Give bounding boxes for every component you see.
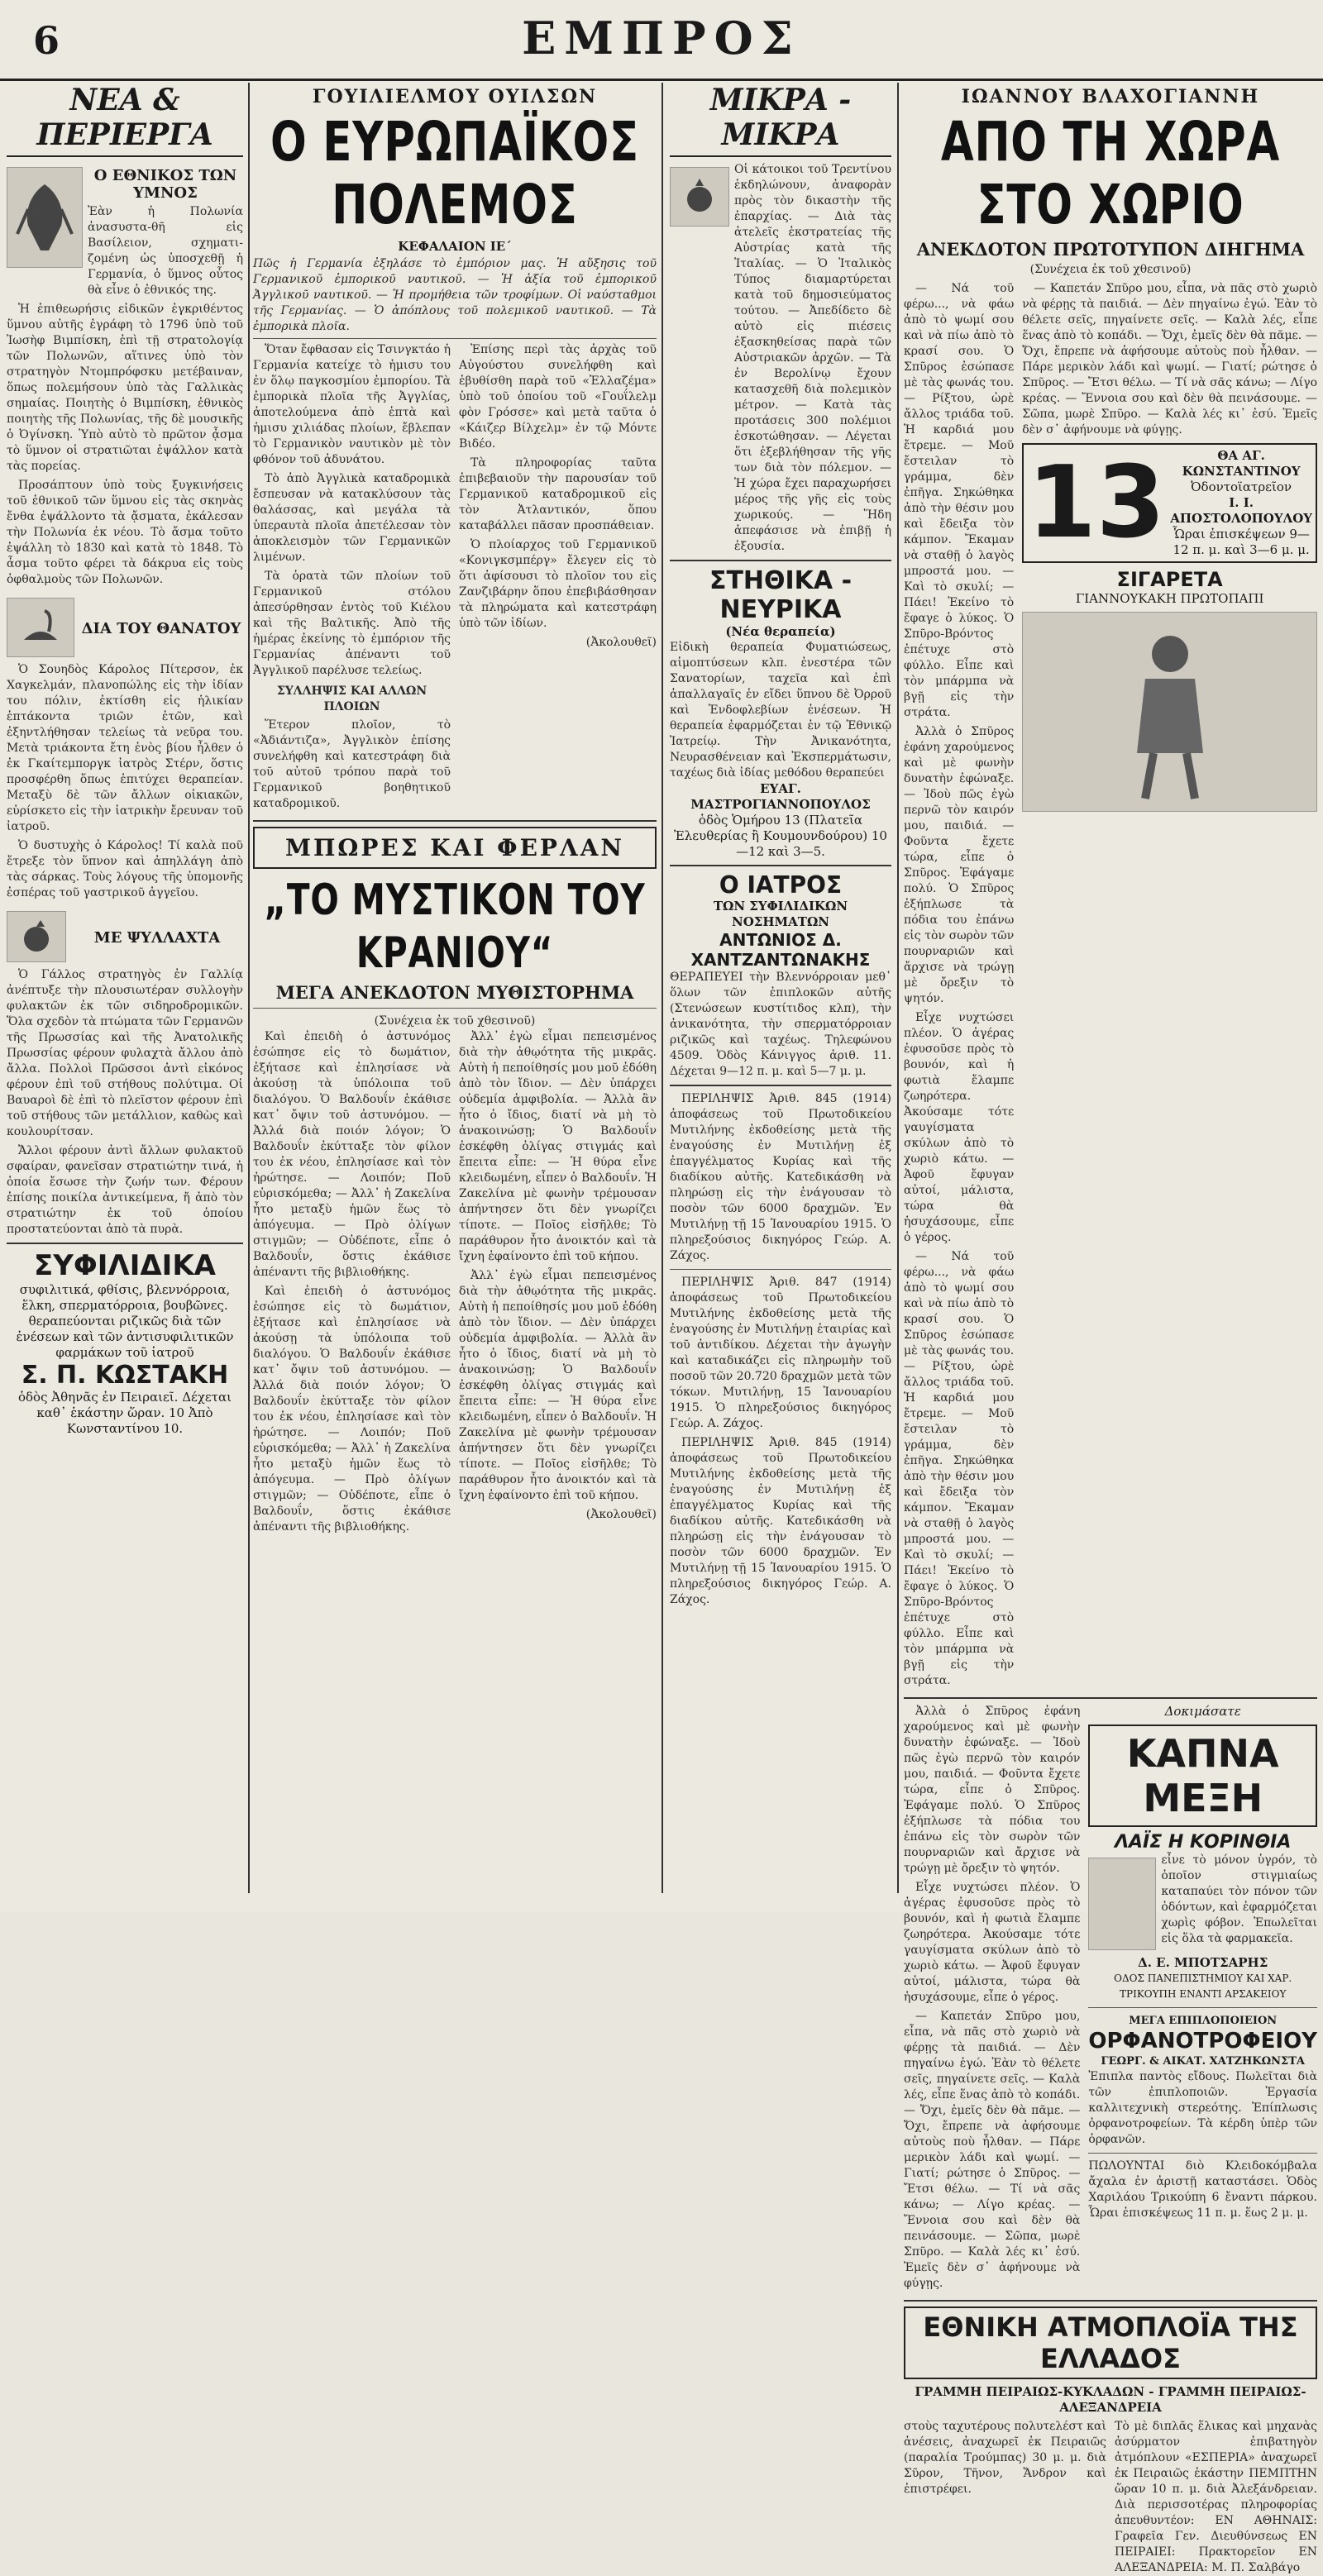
ad-body: ΠΩΛΟΥΝΤΑΙ διὸ Κλειδοκόμβαλα ἄχαλα ἐν ἀριστῇ καταστάσει. Ὁδὸς Χαριλάου Τρικούπη 6 ἔναντι πάρκου. Ὧραι ἐπισκέψεως 11 π. μ. ἕως 2 μ. μ.: [1088, 2159, 1317, 2220]
item-body: Ὁ Γάλλος στρατηγὸς ἐν Γαλλίᾳ ἀνέπτυξε τὴν πλουσιωτέραν συλλογὴν φυλακτῶν ἐκ τῶν σιδηροδρομικῶν. Ὅλα σχεδὸν τὰ πτώματα τῶν Γερμανῶν τῆς Πρωσσίας καὶ τῆς Ἀνατολικῆς Πρωσσίας φέρουν φυλαχτὰ ἄλλου ἀπὸ ἄλλα. Πολλοὶ Πρῶσσοι ἀντὶ εἰκόνος φέρουν ἐπὶ τοῦ στήθους πολύτιμα. Οἱ Βαυαροὶ δὲ ἐπὶ τὸ πλεῖστον φέρουν ἐπὶ τοῦ στήθους τῶν μετάλλιον, καθὼς καὶ κουλουρίτσαν.: [7, 968, 243, 1138]
story-continuation: (Συνέχεια ἐκ τοῦ χθεσινοῦ): [1029, 263, 1192, 276]
ad-address: ὁδὸς Ὁμήρου 13 (Πλατεῖα Ἐλευθερίας ἢ Κουμουνδούρου) 10—12 καὶ 3—5.: [674, 813, 887, 859]
eagle-icon: [16, 176, 74, 259]
section-title-mikra: ΜΙΚΡΑ - ΜΙΚΡΑ: [670, 83, 891, 157]
novel-subtitle: ΜΕΓΑ ΑΝΕΚΔΟΤΟΝ ΜΥΘΙΣΤΟΡΗΜΑ: [275, 982, 634, 1003]
ad-body: εἶνε τὸ μόνον ὑγρόν, τὸ ὁποῖον στιγμιαίως καταπαύει τὸν πόνον τῶν ὀδόντων, καὶ ἐφαρμόζεται χωρὶς φόβον. Ἐπωλεῖται εἰς ὅλα τὰ φαρμακεῖα.: [1161, 1853, 1317, 1945]
dentist-ad: [1022, 443, 1317, 563]
ad-body: Ἐπιπλα παντὸς εἴδους. Πωλεῖται διὰ τῶν ἐπιπλοποιῶν. Ἐργασία καλλιτεχνικὴ στερεότης. Ἐπίπλωσις ὀρφανοτροφείων. Τὰ κέρδη ὑπὲρ τῶν ὀρφανῶν.: [1088, 2070, 1317, 2146]
article-paragraph: Τὰ ὁρατὰ τῶν πλοίων τοῦ Γερμανικοῦ στόλου ἀπεσύρθησαν ἐντὸς τοῦ Κιέλου καὶ τῆς Βαλτικῆς. Ἀπὸ τῆς ἡμέρας ἐκείνης τὸ ἐμπόριον τῆς Γερμανίας ἀπέναντι τοῦ Ἀγγλικοῦ παρέλυσε τελείως.: [253, 570, 451, 677]
swan-illustration: [7, 598, 74, 657]
column-news: [7, 83, 243, 1901]
shipping-routes: ΓΡΑΜΜΗ ΠΕΙΡΑΙΩΣ-ΚΥΚΛΑΔΩΝ - ΓΡΑΜΜΗ ΠΕΙΡΑΙΩΣ-ΑΛΕΞΑΝΔΡΕΙΑ: [915, 2384, 1306, 2415]
ad-title: ΣΥΦΙΛΙΔΙΚΑ: [34, 1249, 216, 1282]
item-body: Ἡ ἐπιθεωρήσις εἰδικῶν ἐγκριθέντος ὕμνου αὐτῆς ἐγράφη τὸ 1796 ὑπὸ τοῦ Ἰωσὴφ Βιμπίσκη, ἐπὶ τῇ στρατολογίᾳ τῶν Πολωνῶν, αἵτινες ὑπὸ τὸν στρατηγὸν Ντομπρόφσκυ μετέβαιναν, ὅπως πολεμήσουν ὑπὸ τὰς Γαλλικὰς σημαίας. Ποιητὴς ὁ Βιμπίσκη, ἐθνικὸς ποιητὴς τῆς Πολωνίας, τῆς δὲ μουσικῆς ὁ Ὀγίνσκη. Ὑπὸ αὐτὸ τὸ πρῶτον ᾆσμα τὸ ὕμνον οἱ στρατιῶται ἐψάλλον κατὰ τὰς πορείας.: [7, 303, 243, 473]
story-text: — Νά τοῦ φέρω..., νὰ φάω ἀπὸ τὸ ψωμί σου καὶ νὰ πίω ἀπὸ τὸ κρασί σου. Ὁ Σπῦρος ἐσώπασε μὲ τὰς φωνάς του. — Ρίξτου, ὡρὲ ἄλλος τριάδα τοῦ. Ἡ καρδιά μου ἔτρεμε. — Μοῦ ἔστειλαν τὸ γράμμα, δὲν ἐπῆγα. Σηκώθηκα ἀπὸ τὴν θέσιν μου καὶ ἔδειξα τὸν κάμπον. Ἔκαμαν νὰ σταθῇ ὁ λαγὸς μπροστά μου. — Καὶ τὸ σκυλί; — Πάει! Ἐκείνο τὸ ἔφαγε ὁ λύκος. Ὁ Σπῦρο-Βρόντος ἐπέτυχε στὸ φύλλο. Εἶπε καὶ τὸν μπάρμπα νὰ βγῇ εἰς τὴν στράτα.: [904, 1250, 1015, 1687]
smoker-figure-icon: [1096, 621, 1244, 803]
story-text: Ἀλλὰ ὁ Σπῦρος ἐφάνη χαρούμενος καὶ μὲ φωνὴν δυνατὴν ἐφώναξε. — Ἰδοὺ πῶς ἐγὼ περνῶ τὸν καιρόν μου, παιδιά. — Φοῦντα ἔχετε τώρα, εἶπε ὁ Σπῦρος. Ἐφάγαμε πολύ. Ὁ Σπῦρος ἐξήπλωσε τὰ πόδια του ἐπάνω εἰς τὸν σωρὸν τῶν πουρναριῶν καὶ ἄρχισε νὰ τρώγῃ μὲ ὄρεξιν τὸ ψητόν.: [904, 1705, 1081, 1875]
swan-icon: [16, 607, 65, 648]
chapter-label: ΚΕΦΑΛΑΙΟΝ ΙΕ΄: [398, 239, 512, 254]
cigarette-illustration: [1022, 612, 1317, 812]
ad-subtitle: Ὀδοντοϊατρεῖον: [1191, 479, 1292, 494]
shipping-left: στοὺς ταχυτέρους πολυτελέστ καὶ ἀνέσεις, ἀναχωρεῖ ἐκ Πειραιῶς (παραλία Τρούμπας) 30 μ. μ. διὰ Σῦρον, Τῆνον, Ἄνδρον καὶ ἐπιστρέφει.: [904, 2420, 1106, 2496]
ad-name: Ι. Ι. ΑΠΟΣΤΟΛΟΠΟΥΛΟΥ: [1170, 495, 1312, 526]
legal-notice: ΠΕΡΙΛΗΨΙΣ Ἀριθ. 845 (1914) ἀποφάσεως τοῦ Πρωτοδικείου Μυτιλήνης ἐκδοθείσης μετὰ τῆς ἐναγούσης ἐν Μυτιλήνῃ ἐξ ἐπαγγέλματος Κυρίας καὶ τῆς διαδίκου αὐτῆς. Κατεδικάσθη νὰ πληρώσῃ εἰς τὴν ἐνάγουσαν τὸ ποσὸν τῶν 6000 δραχμῶν. Ἐν Μυτιλήνῃ τῇ 15 Ἰανουαρίου 1915. Ὁ πληρεξούσιος δικηγόρος Γεώρ. Α. Ζάχος.: [670, 1092, 891, 1262]
ad-title: ΛΑΪΣ Η ΚΟΡΙΝΘΙΑ: [1115, 1832, 1292, 1853]
ad-title: Ο ΙΑΤΡΟΣ: [719, 871, 843, 899]
rooster-illustration: [670, 167, 729, 227]
story-headline: ΑΠΟ ΤΗ ΧΩΡΑ ΣΤΟ ΧΩΡΙΟ: [940, 110, 1281, 236]
continued-note: (Ἀκολουθεῖ): [585, 636, 657, 649]
ad-subtitle: ΤΩΝ ΣΥΦΙΛΙΔΙΚΩΝ ΝΟΣΗΜΑΤΩΝ: [713, 899, 848, 929]
item-title: ΜΕ ΨΥΛΛΑΧΤΑ: [93, 929, 221, 947]
article-paragraph: Ἐπίσης περὶ τὰς ἀρχὰς τοῦ Αὐγούστου συνελήφθη καὶ ἐβυθίσθη παρὰ τοῦ «Ἐλλαζέμα» ὑπὸ τοῦ ὁποίου τοῦ «Γουΐλελμ φὸν Γρόσσε» καὶ μετὰ ταῦτα ὁ «Κάιζερ Βίλχελμ» ἐν τῷ Μόντε Βιδέο.: [459, 343, 657, 451]
ad-subtitle: (Νέα θεραπεία): [725, 624, 836, 639]
column-rule: [662, 83, 663, 1893]
novel-text: Καὶ ἐπειδὴ ὁ ἀστυνόμος ἐσώπησε εἰς τὸ δωμάτιον, ἐξήτασε καὶ ἐπλησίασε νὰ ἀκούσῃ τὰ ὑπόλοιπα τοῦ διαλόγου. Ὁ Βαλδουΐν ἐκάθισε κατ᾽ ὄψιν τοῦ ἀστυνόμου. — Ἀλλά διὰ ποιόν λόγον; Ὁ Βαλδουΐν ἐκύτταξε τὸν φίλον του ἐκ νέου, ἐπλησίασε καὶ τὸν ἠρώτησε. — Λοιπόν; Ποῦ εὑρισκόμεθα; — Ἀλλ᾽ ἡ Ζακελίνα ἦτο μεταξὺ ἡμῶν ἕως τὸ ἀπόγευμα. — Πρὸ ὀλίγων στιγμῶν; — Οὐδέποτε, εἶπε ὁ Βαλδουΐν, ὅστις ἐκάθισε ἀπέναντι τῆς βιβλιοθήκης.: [253, 1285, 451, 1534]
article-kicker: ΓΟΥΙΛΙΕΛΜΟΥ ΟΥΙΛΣΩΝ: [312, 86, 598, 107]
masthead: [0, 0, 1323, 81]
column-small-news: [670, 83, 891, 1901]
article-lead: Πῶς ἡ Γερμανία ἐξηλάσε τὸ ἐμπόριον μας. Ἡ αὔξησις τοῦ Γερμανικοῦ ἐμπορικοῦ ναυτικοῦ. — Ἡ ἀξία τοῦ ἐμπορικοῦ Ἀγγλικοῦ ναυτικοῦ. — Ἡ προμήθεια τῶν τροφίμων. Οἱ ναύσταθμοι τῆς Γερμανίας. — Ὁ ἀπόπλους τοῦ πολεμικοῦ ναυτικοῦ. — Τὰ ἐμπορικὰ πλοῖα.: [253, 256, 657, 339]
ad-seller: Δ. Ε. ΜΠΟΤΣΑΡΗΣ: [1138, 1955, 1268, 1970]
story-text: Εἶχε νυχτώσει πλέον. Ὁ ἀγέρας ἐφυσοῦσε πρὸς τὸ βουνόν, καὶ ἡ φωτιὰ ἔλαμπε ζωηρότερα. Ἀκούσαμε τότε γαυγίσματα σκύλων ἀπὸ τὸ χωριὸ κάτω. — Ἀφοῦ ἔφυγαν αὐτοί, μάλιστα, τώρα θὰ ἡσυχάσουμε, εἶπε ὁ γέρος.: [904, 1011, 1015, 1244]
ad-doctor: ΕΥΑΓ. ΜΑΣΤΡΟΓΙΑΝΝΟΠΟΥΛΟΣ: [690, 781, 871, 812]
continued-note: (Ἀκολουθεῖ): [585, 1508, 657, 1521]
novel-title: „ΤΟ ΜΥΣΤΙΚΟΝ ΤΟΥ ΚΡΑΝΙΟΥ“: [264, 875, 646, 978]
story-author: ΙΩΑΝΝΟΥ ΒΛΑΧΟΓΙΑΝΝΗ: [961, 86, 1260, 107]
newspaper-title: ΕΜΠΡΟΣ: [522, 12, 801, 64]
ad-title: ΣΙΓΑΡΕΤΑ: [1116, 568, 1223, 591]
column-rule: [248, 83, 250, 1893]
article-headline: Ο ΕΥΡΩΠΑΪΚΟΣ ΠΟΛΕΜΟΣ: [270, 110, 639, 236]
novel-text: Ἀλλ᾽ ἐγὼ εἶμαι πεπεισμένος διὰ τὴν ἀθῳότητα τῆς μικρᾶς. Αὐτὴ ἡ πεποίθησίς μου μοῦ ἐδόθη ἀπὸ τὸν ἴδιον. — Δὲν ὑπάρχει οὐδεμία ἀμφιβολία. — Ἀλλὰ ἂν ἦτο ὁ ἴδιος, διατί νὰ μὴ τὸ ἀνακοινώσῃ; Ὁ Βαλδουΐν ἐσκέφθη ὀλίγας στιγμάς καὶ ἔπειτα εἶπε: — Ἡ θύρα εἶνε κλειδωμένη, εἶπεν ὁ Βαλδουΐν. Ἡ Ζακελίνα μὲ φωνὴν τρέμουσαν ἀπήντησεν ὅτι δὲν γνωρίζει τίποτε. — Ποῖος εἰσῆλθε; Τὸ παράθυρον ἦτο ἀνοικτόν καὶ τὰ ἴχνη ἐφαίνοντο ἐπὶ τοῦ κήπου.: [459, 1030, 657, 1263]
story-text: Εἶχε νυχτώσει πλέον. Ὁ ἀγέρας ἐφυσοῦσε πρὸς τὸ βουνόν, καὶ ἡ φωτιὰ ἔλαμπε ζωηρότερα. Ἀκούσαμε τότε γαυγίσματα σκύλων ἀπὸ τὸ χωριὸ κάτω. — Ἀφοῦ ἔφυγαν αὐτοί, μάλιστα, τώρα θὰ ἡσυχάσουμε, εἶπε ὁ γέρος.: [904, 1881, 1081, 2004]
ad-brand: ΓΙΑΝΝΟΥΚΑΚΗ ΠΡΩΤΟΠΑΠΙ: [1075, 591, 1264, 606]
item-body: Ἄλλοι φέρουν ἀντὶ ἄλλων φυλακτοῦ σφαίραν, φανεῖσαν στρατιώτην τινά, ἡ ὁποία ἔσωσε τὴν ζωήν των. Φέρουν ἐπίσης ποικίλα ἀντικείμενα, ἤ ἀπὸ τὸν στρατιώτην ἐκ τοῦ ὁποίου προστατεύονται ἀπὸ τὰ πυρὰ.: [7, 1144, 243, 1236]
rooster-icon: [679, 176, 720, 217]
story-text: — Νά τοῦ φέρω..., νὰ φάω ἀπὸ τὸ ψωμί σου καὶ νὰ πίω ἀπὸ τὸ κρασί σου. Ὁ Σπῦρος ἐσώπασε μὲ τὰς φωνάς του. — Ρίξτου, ὡρὲ ἄλλος τριάδα τοῦ. Ἡ καρδιά μου ἔτρεμε. — Μοῦ ἔστειλαν τὸ γράμμα, δὲν ἐπῆγα. Σηκώθηκα ἀπὸ τὴν θέσιν μου καὶ ἔδειξα τὸν κάμπον. Ἔκαμαν νὰ σταθῇ ὁ λαγὸς μπροστά μου. — Καὶ τὸ σκυλί; — Πάει! Ἐκείνο τὸ ἔφαγε ὁ λύκος. Ὁ Σπῦρο-Βρόντος ἐπέτυχε στὸ φύλλο. Εἶπε καὶ τὸν μπάρμπα νὰ βγῇ εἰς τὴν στράτα.: [904, 282, 1015, 719]
legal-notice: ΠΕΡΙΛΗΨΙΣ Ἀριθ. 847 (1914) ἀποφάσεως τοῦ Πρωτοδικείου Μυτιλήνης ἐκδοθείσης μετὰ τῆς ἐναγούσης ἐν Μυτιλήνῃ ἐταιρίας καὶ τοῦ ἀντιδίκου. Δέχεται τὴν ἀγωγὴν καὶ καταδικάζει εἰς πληρωμὴν τοῦ ποσοῦ τῶν 20.720 δραχμῶν μετὰ τῶν τόκων. Μυτιλήνῃ, 15 Ἰανουαρίου 1915. Ὁ πληρεξούσιος δικηγόρος Γεώρ. Α. Ζάχος.: [670, 1276, 891, 1430]
article-paragraph: Ὅταν ἔφθασαν εἰς Τσινγκτάο ἡ Γερμανία κατείχε τὸ ἡμισυ του ἐν ὅλῳ παγκοσμίου ἐμπορίου. Τὰ ἐμπορικὰ πλοῖα τῆς Ἀγγλίας, ἀποτελούμενα ἀπὸ ἑπτὰ καὶ ἡμισυ χιλιάδας πλοίων, ἔβλεπαν τὸ Γερμανικὸν ναυτικὸν μὲ τὸν φθόνον τοῦ ἀδυνάτου.: [253, 343, 451, 466]
item-body: Προσάπτουν ὑπὸ τοὺς ξυγκινήσεις τοῦ ἐθνικοῦ τῶν ὕμνου εἰς τὰς σκηνὰς ἔνθα ἐψάλλοντο τὰ ᾄσματα, ἐκάλεσαν τὴν Πολωνία ἐκ νέου. Τὸ ἄσμα τοῦτο ἐψάλλη τὸ 1830 καὶ κατὰ τὸ 1848. Τὸ ἆσμα τοῦτο φέρει τὰ δάκρυα εἰς τοὺς ὀφθαλμοὺς τῶν Πολωνῶν.: [7, 479, 243, 586]
item-title: Ο ΕΘΝΙΚΟΣ ΤΩΝ ΥΜΝΟΣ: [93, 167, 237, 202]
ad-address: ΟΔΟΣ ΠΑΝΕΠΙΣΤΗΜΙΟΥ ΚΑΙ ΧΑΡ. ΤΡΙΚΟΥΠΗ ΕΝΑΝΤΙ ΑΡΣΑΚΕΙΟΥ: [1114, 1973, 1292, 2000]
lady-illustration: [1088, 1858, 1156, 1950]
article-paragraph: Τὸ ἀπὸ Ἀγγλικὰ καταδρομικὰ ἔσπευσαν νὰ κατακλύσουν τὰς θαλάσσας, καὶ μεγάλα τὰ ὑπεραυτὰ πλοῖα ἀπετέλεσαν τὸν ἀποκλεισμὸν τῶν Γερμανικῶν λιμένων.: [253, 472, 451, 564]
ad-street: ΘΑ ΑΓ. ΚΩΝΣΤΑΝΤΙΝΟΥ: [1182, 448, 1301, 479]
novel-text: Καὶ ἐπειδὴ ὁ ἀστυνόμος ἐσώπησε εἰς τὸ δωμάτιον, ἐξήτασε καὶ ἐπλησίασε νὰ ἀκούσῃ τὰ ὑπόλοιπα τοῦ διαλόγου. Ὁ Βαλδουΐν ἐκάθισε κατ᾽ ὄψιν τοῦ ἀστυνόμου. — Ἀλλά διὰ ποιόν λόγον; Ὁ Βαλδουΐν ἐκύτταξε τὸν φίλον του ἐκ νέου, ἐπλησίασε καὶ τὸν ἠρώτησε. — Λοιπόν; Ποῦ εὑρισκόμεθα; — Ἀλλ᾽ ἡ Ζακελίνα ἦτο μεταξὺ ἡμῶν ἕως τὸ ἀπόγευμα. — Πρὸ ὀλίγων στιγμῶν; — Οὐδέποτε, εἶπε ὁ Βαλδουΐν, ὅστις ἐκάθισε ἀπέναντι τῆς βιβλιοθήκης.: [253, 1030, 451, 1279]
story-text: — Καπετάν Σπῦρο μου, εἶπα, νὰ πᾶς στὸ χωριὸ νὰ φέρῃς τὰ παιδιά. — Δὲν πηγαίνω ἐγώ. Ἐὰν τὸ θέλετε σεῖς, πηγαίνετε σεῖς. — Καλὰ λές, εἶπε ἕνας ἀπὸ τὸ κοπάδι. — Ὄχι, ἐμεῖς δὲν θὰ πᾶμε. — Ὄχι, ἔπρεπε νὰ ἀφήσουμε αὐτοὺς ποὺ ἦλθαν. — Πάρε μερικὸν λάδι καὶ ψωμί. — Γιατί; ρώτησε ὁ Σπῦρος. — Ἔτσι θέλω. — Τί νὰ σᾶς κάνω; — Λίγο κρέας. — Ἔννοια σου καὶ δὲν θὰ πεινάσουμε. — Σῶπα, μωρὲ Σπῦρο. — Καλὰ λές κι᾽ ἐσύ. Ἐμεῖς δὲν σ᾽ ἀφήνουμε νὰ φύγῃς.: [904, 2010, 1081, 2290]
column-war: [253, 83, 657, 1901]
mikra-text: Οἱ κάτοικοι τοῦ Τρεντίνου ἐκδηλώνουν, ἀναφορὰν πρὸς τὸν δικαστὴν τῆς ἐπαρχίας. — Διὰ τὰς ἀτελεῖς ἐκστρατείας τῆς Αὐστρίας κατὰ τῆς Ἰταλίας. — Ὁ Ἰταλικὸς Τύπος διαμαρτύρεται κατὰ τοῦ δημοσιεύματος τούτου. — Ἀπεδίδετο δὲ αὐτὸ εἰς πιέσεις ἐξασκηθείσας παρὰ τῶν Αὐστριακῶν ἀρχῶν. — Τὰ ἐν Βερολίνῳ ἔχουν κατασχεθῆ διὰ πολεμικὸν μέτρον. — Κατὰ τὰς προτάσεις 300 πολέμιοι ἐσκοτώθησαν. — Λέγεται ὅτι ἐξεβλήθησαν τῆς γῆς των διὰ τὸν πόλεμον. — Ἡ χώρα ἔχει παραχωρήσει μέρος τῆς γῆς εἰς τοὺς χωρικούς. — Ἥδη ἀπεφάσισε νὰ ἐπιβῇ ἡ ἐξουσία.: [734, 163, 891, 553]
ad-body: συφιλιτικά, φθίσις, βλεννόρροια, ἕλκη, σπερματόρροια, βουβῶνες. θεραπεύονται ριζικῶς διὰ τῶν ἐνέσεων καὶ τῶν ἀντισυφιλιτικῶν φαρμάκων τοῦ ἰατροῦ: [16, 1282, 234, 1360]
column-story: [904, 83, 1317, 2574]
item-body: Ὁ δυστυχὴς ὁ Κάρολος! Τί καλὰ ποῦ ἔτρεξε τὸν ὕπνον καὶ ἀπηλλάγη ἀπὸ τὰς σάρκας. Τοὺς λόγους τῆς ὑπομονῆς ἐσπέρας τοῦ γαστρικοῦ ἀγγεῖου.: [7, 839, 243, 899]
novel-authors: ΜΠΩΡΕΣ ΚΑΙ ΦΕΡΛΑΝ: [284, 834, 625, 861]
subhead: ΣΥΛΛΗΨΙΣ ΚΑΙ ΑΛΛΩΝ ΠΛΟΙΩΝ: [276, 685, 427, 713]
ad-body: Εἰδικὴ θεραπεία Φυματιώσεως, αἱμοπτύσεων κλπ. ἐνεστέρα τῶν Σανατορίων, ταχεῖα καὶ ἐπὶ ἀπαλλαγαῖς ἐν εἴδει ὕπνου δὲ Ὀρροῦ καὶ Ἐνδοφλεβίων ἐνέσεων. Ἡ θεραπεία ἐφαρμόζεται ἐν τῷ Ἐθνικῷ Ἰατρείῳ. Τὴν Ἀνικανότητα, Νευρασθένειαν καὶ Ἐκσπερμάτωσιν, ταχέως διὰ ἰδίας μεθόδου θεραπεύει: [670, 641, 891, 780]
article-paragraph: Τὰ πληροφορίας ταῦτα ἐπιβεβαιοῦν τὴν παρουσίαν τοῦ Γερμανικοῦ καταδρομικοῦ εἰς τὸν Ἀτλαντικόν, ὅπου καταβάλλει πᾶσαν προσπάθειαν.: [459, 456, 657, 532]
ad-pre: ΜΕΓΑ ΕΠΙΠΛΟΠΟΙΕΙΟΝ: [1129, 2015, 1278, 2027]
ad-doctor: ΑΝΤΩΝΙΟΣ Δ. ΧΑΝΤΖΑΝΤΩΝΑΚΗΣ: [690, 930, 871, 970]
ad-body: ΘΕΡΑΠΕΥΕΙ τὴν Βλεννόρροιαν μεθ᾽ ὅλων τῶν ἐπιπλοκῶν αὐτῆς (Στενώσεων κυστίτιδος κλπ), τὴν ἀνικανότητα, τὴν σπερματόρροιαν ριζικῶς καὶ ταχέως. Τηλεφώνου 4509. Ὁδὸς Κάνιγγος ἀριθ. 11. Δέχεται 9—12 π. μ. καὶ 5—7 μ. μ.: [670, 971, 891, 1078]
ad-title: ΣΤΗΘΙΚΑ - ΝΕΥΡΙΚΑ: [709, 566, 853, 624]
article-paragraph: Ἕτερον πλοῖον, τὸ «Ἀδιάντιζα», Ἀγγλικὸν ἐπίσης συνελήφθη καὶ κατεστράφη διὰ τοῦ αὐτοῦ τρόπου παρὰ τοῦ Γερμανικοῦ βοηθητικοῦ καταδρομικοῦ.: [253, 718, 451, 810]
novel-continuation: (Συνέχεια ἐκ τοῦ χθεσινοῦ): [374, 1014, 536, 1028]
ad-address: ὁδὸς Ἀθηνᾶς ἐν Πειραιεῖ. Δέχεται καθ᾽ ἑκάστην ὥραν. 10 Ἀπὸ Κωνσταντίνου 10.: [18, 1390, 232, 1436]
section-title-news: ΝΕΑ & ΠΕΡΙΕΡΓΑ: [7, 83, 243, 157]
eagle-illustration: [7, 167, 83, 268]
ad-name: Σ. Π. ΚΩΣΤΑΚΗ: [21, 1361, 229, 1390]
ad-name: ΓΕΩΡΓ. & ΑΙΚΑΤ. ΧΑΤΖΗΚΩΝΣΤΑ: [1101, 2055, 1306, 2068]
shipping-right: Τὸ μὲ διπλᾶς ἕλικας καὶ μηχανὰς ἀσύρματον ἐπιβατηγὸν ἀτμόπλουν «ΕΣΠΕΡΙΑ» ἀναχωρεῖ ἐκ Πειραιῶς ἑκάστην ΠΕΜΠΤΗΝ ὥραν 10 π. μ. διὰ Ἀλεξάνδρειαν. Διὰ περισσοτέρας πληροφορίας ἀπευθυντέον: ΕΝ ΑΘΗΝΑΙΣ: Γραφεῖα Γεν. Διευθύνσεως ΕΝ ΠΕΙΡΑΙΕΙ: Πρακτορεῖον ΕΝ ΑΛΕΞΑΝΔΡΕΙΑ: Μ. Π. Σαλβάγο: [1115, 2420, 1317, 2574]
legal-notice: ΠΕΡΙΛΗΨΙΣ Ἀριθ. 845 (1914) ἀποφάσεως τοῦ Πρωτοδικείου Μυτιλήνης ἐκδοθείσης μετὰ τῆς ἐναγούσης ἐν Μυτιλήνῃ ἐξ ἐπαγγέλματος Κυρίας καὶ τῆς διαδίκου αὐτῆς. Κατεδικάσθη νὰ πληρώσῃ εἰς τὴν ἐνάγουσαν τὸ ποσὸν τῶν 6000 δραχμῶν. Ἐν Μυτιλήνῃ τῇ 15 Ἰανουαρίου 1915. Ὁ πληρεξούσιος δικηγόρος Γεώρ. Α. Ζάχος.: [670, 1436, 891, 1606]
ad-title: ΟΡΦΑΝΟΤΡΟΦΕΙΟΥ: [1088, 2029, 1317, 2054]
ad-hours: Ὧραι ἐπισκέψεων 9—12 π. μ. καὶ 3—6 μ. μ.: [1173, 527, 1310, 557]
ad-number: 13: [1027, 445, 1166, 561]
rooster-illustration: [7, 911, 66, 962]
story-subtitle: ΑΝΕΚΔΟΤΟΝ ΠΡΩΤΟΤΥΠΟΝ ΔΙΗΓΗΜΑ: [916, 239, 1305, 260]
article-paragraph: Ὁ πλοίαρχος τοῦ Γερμανικοῦ «Κονιγκσμπέργ» ἔλεγεν εἰς τὸ ὅτι ἀφίσουσι τὸ πλοῖον του εἰς Ζανζιβάρην ὅπου ἐπεβιβάσθησαν τὰ πληρώματα καὶ κατεστράφη ὑπὸ τῶν ἰδίων.: [459, 538, 657, 630]
page-number: 6: [33, 18, 60, 63]
shipping-title: ΕΘΝΙΚΗ ΑΤΜΟΠΛΟΪΑ ΤΗΣ ΕΛΛΑΔΟΣ: [923, 2311, 1298, 2374]
column-rule: [897, 83, 899, 1893]
item-body: Ὁ Σουηδὸς Κάρολος Πίτερσον, ἐκ Χαγκελμάν, πλανοπώλης εἰς τὴν ἰδίαν του πόλιν, ἐκτίσθη εἰς ἡλικίαν ἑπτάκοντα τριῶν ἐτῶν, καὶ ἐξηντλήθησαν τελείως τὰ νεῦρα του. Μετὰ τριάκοντα ἔτη ἐνὸς βίου ἦλθεν ὁ ἐκ Γκαίτεμποργκ ἰατρὸς Στέρν, ὅστις προσφέρθη ὅπως ἐπιτύχει θεραπείαν. Μεταξὺ δὲ τῶν ἄλλων οἰκιακῶν, εὑρίσκετο εἰς τὴν ἰατρικὴν ἔρευναν τοῦ ἰατροῦ.: [7, 663, 243, 833]
story-text: Ἀλλὰ ὁ Σπῦρος ἐφάνη χαρούμενος καὶ μὲ φωνὴν δυνατὴν ἐφώναξε. — Ἰδοὺ πῶς ἐγὼ περνῶ τὸν καιρόν μου, παιδιά. — Φοῦντα ἔχετε τώρα, εἶπε ὁ Σπῦρος. Ἐφάγαμε πολύ. Ὁ Σπῦρος ἐξήπλωσε τὰ πόδια του ἐπάνω εἰς τὸν σωρὸν τῶν πουρναριῶν καὶ ἄρχισε νὰ τρώγῃ μὲ ὄρεξιν τὸ ψητόν.: [904, 725, 1015, 1005]
ad-pre: Δοκιμάσατε: [1164, 1704, 1241, 1719]
novel-text: Ἀλλ᾽ ἐγὼ εἶμαι πεπεισμένος διὰ τὴν ἀθῳότητα τῆς μικρᾶς. Αὐτὴ ἡ πεποίθησίς μου μοῦ ἐδόθη ἀπὸ τὸν ἴδιον. — Δὲν ὑπάρχει οὐδεμία ἀμφιβολία. — Ἀλλὰ ἂν ἦτο ὁ ἴδιος, διατί νὰ μὴ τὸ ἀνακοινώσῃ; Ὁ Βαλδουΐν ἐσκέφθη ὀλίγας στιγμάς καὶ ἔπειτα εἶπε: — Ἡ θύρα εἶνε κλειδωμένη, εἶπεν ὁ Βαλδουΐν. Ἡ Ζακελίνα μὲ φωνὴν τρέμουσαν ἀπήντησεν ὅτι δὲν γνωρίζει τίποτε. — Ποῖος εἰσῆλθε; Τὸ παράθυρον ἦτο ἀνοικτόν καὶ τὰ ἴχνη ἐφαίνοντο ἐπὶ τοῦ κήπου.: [459, 1269, 657, 1502]
item-lead: Ἐὰν ἡ Πολωνία ἀνασυστα-θῆ εἰς Βασίλειον, σχηματι-ζομένη ὡς ὑποσχεθῇ ἡ Γερμανία, ὁ ὕμνος οὗτος θὰ εἶνε ὁ ἐθνικός της.: [88, 205, 243, 297]
item-title: ΔΙΑ ΤΟΥ ΘΑΝΑΤΟΥ: [81, 620, 241, 637]
ad-title: ΚΑΠΝΑ ΜΕΞΗ: [1126, 1731, 1279, 1820]
rooster-icon: [16, 918, 57, 956]
story-text: — Καπετάν Σπῦρο μου, εἶπα, νὰ πᾶς στὸ χωριὸ νὰ φέρῃς τὰ παιδιά. — Δὲν πηγαίνω ἐγώ. Ἐὰν τὸ θέλετε σεῖς, πηγαίνετε σεῖς. — Καλὰ λές, εἶπε ἕνας ἀπὸ τὸ κοπάδι. — Ὄχι, ἐμεῖς δὲν θὰ πᾶμε. — Ὄχι, ἔπρεπε νὰ ἀφήσουμε αὐτοὺς ποὺ ἦλθαν. — Πάρε μερικὸν λάδι καὶ ψωμί. — Γιατί; ρώτησε ὁ Σπῦρος. — Ἔτσι θέλω. — Τί νὰ σᾶς κάνω; — Λίγο κρέας. — Ἔννοια σου καὶ δὲν θὰ πεινάσουμε. — Σῶπα, μωρὲ Σπῦρο. — Καλὰ λές κι᾽ ἐσύ. Ἐμεῖς δὲν σ᾽ ἀφήνουμε νὰ φύγῃς.: [1022, 282, 1317, 436]
